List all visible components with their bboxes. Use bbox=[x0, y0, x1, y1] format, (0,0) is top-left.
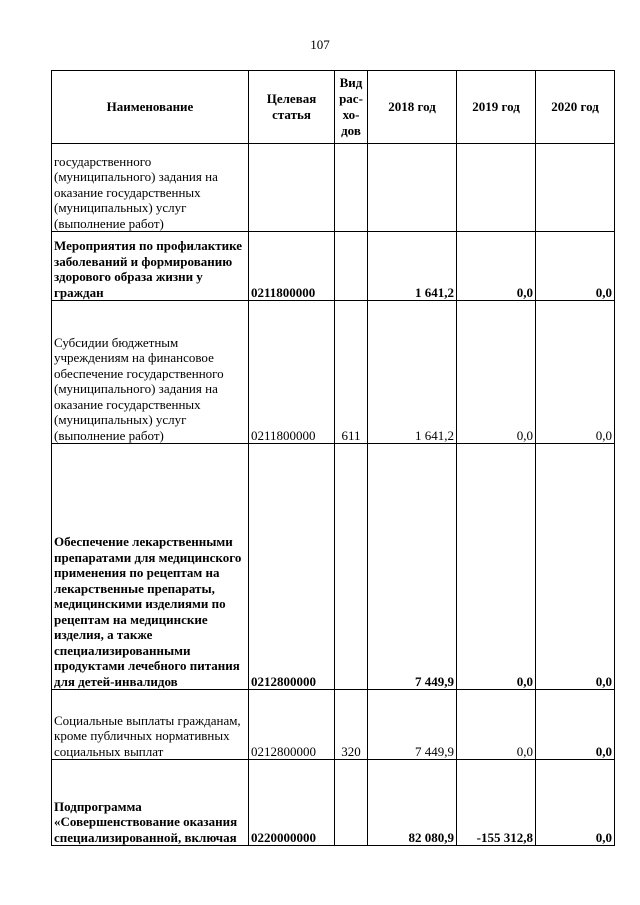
row-name: государственного (муниципального) задания на оказание государственных (муниципальных) услуг (выполнение работ) bbox=[52, 144, 249, 232]
row-2018 bbox=[368, 144, 457, 232]
row-2018: 7 449,9 bbox=[368, 444, 457, 690]
row-target: 0211800000 bbox=[249, 232, 335, 301]
row-kind bbox=[335, 760, 368, 846]
row-2019: -155 312,8 bbox=[457, 760, 536, 846]
row-target: 0212800000 bbox=[249, 444, 335, 690]
row-target bbox=[249, 144, 335, 232]
table-row bbox=[52, 232, 615, 301]
row-2018: 1 641,2 bbox=[368, 301, 457, 444]
row-2018: 82 080,9 bbox=[368, 760, 457, 846]
row-2020: 0,0 bbox=[536, 690, 615, 760]
header-name: Наименование bbox=[52, 71, 249, 144]
row-name: Субсидии бюджетным учреждениям на финансовое обеспечение государственного (муниципального) задания на оказание государственных (муниципальных) услуг (выполнение работ) bbox=[52, 301, 249, 444]
header-2018: 2018 год bbox=[368, 71, 457, 144]
row-2018: 1 641,2 bbox=[368, 232, 457, 301]
header-kind: Вид рас-хо-дов bbox=[335, 71, 368, 144]
row-kind: 320 bbox=[335, 690, 368, 760]
row-2019: 0,0 bbox=[457, 690, 536, 760]
row-2020: 0,0 bbox=[536, 301, 615, 444]
row-name: Обеспечение лекарственными препаратами для медицинского применения по рецептам на лекарственные препараты, медицинскими изделиями по рецептам на медицинские изделия, а также специализированными продуктами лечебного питания для детей-инвалидов bbox=[52, 444, 249, 690]
header-target: Целевая статья bbox=[249, 71, 335, 144]
header-2019: 2019 год bbox=[457, 71, 536, 144]
row-2019: 0,0 bbox=[457, 232, 536, 301]
row-kind: 611 bbox=[335, 301, 368, 444]
row-2019: 0,0 bbox=[457, 301, 536, 444]
row-name: Социальные выплаты гражданам, кроме публичных нормативных социальных выплат bbox=[52, 690, 249, 760]
table-row bbox=[52, 144, 615, 232]
header-2020: 2020 год bbox=[536, 71, 615, 144]
row-target: 0220000000 bbox=[249, 760, 335, 846]
row-target: 0212800000 bbox=[249, 690, 335, 760]
row-2020: 0,0 bbox=[536, 760, 615, 846]
row-kind bbox=[335, 144, 368, 232]
row-2019: 0,0 bbox=[457, 444, 536, 690]
table-row bbox=[52, 690, 615, 760]
table-row bbox=[52, 760, 615, 846]
row-2020: 0,0 bbox=[536, 444, 615, 690]
budget-table bbox=[51, 70, 615, 846]
table-header-row bbox=[52, 71, 615, 144]
row-2020 bbox=[536, 144, 615, 232]
row-2019 bbox=[457, 144, 536, 232]
page-number: 107 bbox=[310, 37, 330, 52]
row-kind bbox=[335, 444, 368, 690]
table-row bbox=[52, 301, 615, 444]
row-name: Мероприятия по профилактике заболеваний и формированию здорового образа жизни у граждан bbox=[52, 232, 249, 301]
row-target: 0211800000 bbox=[249, 301, 335, 444]
row-kind bbox=[335, 232, 368, 301]
row-2020: 0,0 bbox=[536, 232, 615, 301]
row-2018: 7 449,9 bbox=[368, 690, 457, 760]
table-row bbox=[52, 444, 615, 690]
row-name: Подпрограмма «Совершенствование оказания специализированной, включая bbox=[52, 760, 249, 846]
